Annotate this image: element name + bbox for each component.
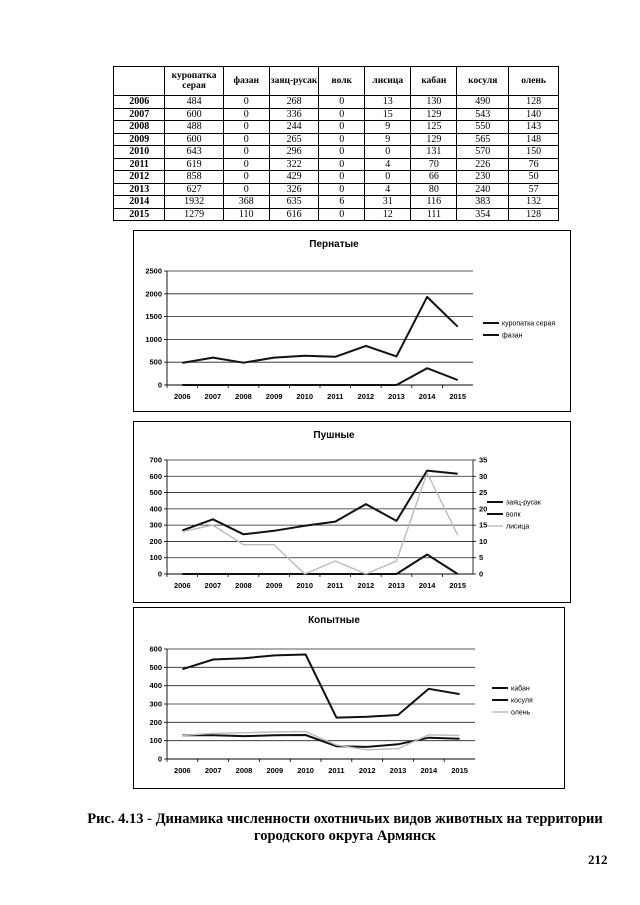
table-cell: 116: [411, 196, 457, 209]
table-year-cell: 2006: [114, 96, 165, 109]
x-tick-label: 2012: [357, 392, 375, 401]
legend-label: косуля: [511, 697, 533, 705]
y2-tick-label: 15: [479, 520, 488, 530]
table-cell: 0: [319, 183, 365, 196]
table-row: [114, 133, 559, 146]
x-tick-label: 2015: [451, 766, 468, 775]
table-cell: 265: [269, 133, 319, 146]
chart-ungulates: [133, 607, 565, 789]
table-row: [114, 96, 559, 109]
table-cell: 66: [411, 171, 457, 184]
x-tick-label: 2012: [358, 766, 376, 775]
table-cell: 50: [509, 171, 559, 184]
table-cell: 627: [165, 183, 223, 196]
table-cell: 0: [223, 171, 269, 184]
table-body: [114, 96, 559, 221]
table-cell: 31: [365, 196, 411, 209]
hunting-species-table: [113, 66, 559, 221]
table-cell: 570: [457, 146, 509, 159]
table-cell: 76: [509, 158, 559, 171]
table-cell: 0: [223, 96, 269, 109]
x-tick-label: 2014: [418, 392, 436, 401]
table-cell: 619: [165, 158, 223, 171]
x-tick-label: 2013: [389, 766, 407, 775]
y2-tick-label: 30: [479, 471, 488, 481]
table-header-cell: волк: [319, 67, 365, 96]
y2-tick-label: 5: [479, 553, 484, 563]
table-cell: 111: [411, 208, 457, 221]
y-tick-label: 1500: [145, 312, 162, 322]
table-cell: 0: [223, 183, 269, 196]
table-cell: 0: [223, 108, 269, 121]
table-cell: 140: [509, 108, 559, 121]
x-tick-label: 2009: [265, 392, 283, 401]
table-cell: 550: [457, 121, 509, 134]
table-cell: 368: [223, 196, 269, 209]
table-cell: 354: [457, 208, 509, 221]
table-row: [114, 146, 559, 159]
y2-tick-label: 20: [479, 504, 488, 514]
chart-title: Копытные: [308, 615, 360, 626]
x-tick-label: 2013: [388, 392, 405, 401]
x-tick-label: 2009: [265, 581, 283, 590]
table-header-cell: [114, 67, 165, 96]
table-cell: 268: [269, 96, 319, 109]
table-cell: 616: [269, 208, 319, 221]
table-cell: 322: [269, 158, 319, 171]
table-cell: 57: [509, 183, 559, 196]
table-cell: 490: [457, 96, 509, 109]
table-header-cell: лисица: [365, 67, 411, 96]
legend-label: заяц-русак: [506, 499, 541, 507]
table-row: [114, 171, 559, 184]
table-cell: 226: [457, 158, 509, 171]
table-cell: 0: [319, 158, 365, 171]
y2-tick-label: 35: [479, 455, 488, 465]
table-cell: 128: [509, 96, 559, 109]
chart-title: Пернатые: [309, 239, 359, 250]
table-cell: 143: [509, 121, 559, 134]
table-row: [114, 108, 559, 121]
caption-line-1: Рис. 4.13 - Динамика численности охотничьих видов животных на территории: [87, 811, 603, 827]
table-cell: 240: [457, 183, 509, 196]
table-cell: 1932: [165, 196, 223, 209]
table-cell: 0: [223, 158, 269, 171]
table-header-cell: заяц-русак: [269, 67, 319, 96]
table-cell: 383: [457, 196, 509, 209]
x-tick-label: 2011: [327, 581, 344, 590]
table-cell: 0: [223, 146, 269, 159]
y-tick-label: 500: [149, 662, 162, 672]
y2-tick-label: 10: [479, 536, 488, 546]
legend-label: лисица: [506, 523, 530, 531]
table-cell: 230: [457, 171, 509, 184]
table-row: [114, 196, 559, 209]
series-line: [182, 297, 457, 363]
table-cell: 0: [223, 133, 269, 146]
x-tick-label: 2012: [357, 581, 375, 590]
table-year-cell: 2015: [114, 208, 165, 221]
series-line: [182, 368, 457, 385]
table-cell: 15: [365, 108, 411, 121]
table-cell: 148: [509, 133, 559, 146]
legend-label: олень: [511, 709, 531, 717]
x-tick-label: 2008: [235, 392, 252, 401]
table-cell: 0: [319, 121, 365, 134]
table-row: [114, 208, 559, 221]
figure-caption: [60, 811, 630, 845]
x-tick-label: 2010: [296, 581, 314, 590]
x-tick-label: 2007: [204, 581, 222, 590]
x-tick-label: 2008: [235, 766, 253, 775]
table-cell: 110: [223, 208, 269, 221]
table-cell: 132: [509, 196, 559, 209]
table-cell: 125: [411, 121, 457, 134]
table-cell: 129: [411, 108, 457, 121]
legend-label: волк: [506, 511, 521, 519]
table-cell: 296: [269, 146, 319, 159]
table-cell: 543: [457, 108, 509, 121]
y-tick-label: 500: [149, 488, 162, 498]
table-cell: 565: [457, 133, 509, 146]
x-tick-label: 2006: [173, 581, 191, 590]
table-header-cell: косуля: [457, 67, 509, 96]
y-tick-label: 700: [149, 455, 162, 465]
table-row: [114, 183, 559, 196]
x-tick-label: 2006: [174, 766, 191, 775]
y-tick-label: 500: [149, 357, 162, 367]
x-tick-label: 2013: [388, 581, 405, 590]
caption-line-2: городского округа Армянск: [253, 828, 437, 844]
table-cell: 6: [319, 196, 365, 209]
x-tick-label: 2014: [420, 766, 438, 775]
table-year-cell: 2014: [114, 196, 165, 209]
table-cell: 0: [223, 121, 269, 134]
y-tick-label: 2500: [145, 266, 162, 276]
chart-title: Пушные: [313, 430, 355, 441]
table-year-cell: 2010: [114, 146, 165, 159]
table-cell: 429: [269, 171, 319, 184]
table-year-cell: 2013: [114, 183, 165, 196]
y-tick-label: 200: [149, 717, 162, 727]
y-tick-label: 0: [157, 569, 162, 579]
x-tick-label: 2011: [327, 392, 344, 401]
table-year-cell: 2009: [114, 133, 165, 146]
table-cell: 326: [269, 183, 319, 196]
chart-birds-svg: [134, 231, 570, 411]
table-cell: 600: [165, 133, 223, 146]
y-tick-label: 600: [149, 644, 162, 654]
y-tick-label: 0: [157, 754, 162, 764]
table-cell: 0: [319, 108, 365, 121]
legend-label: куропатка серая: [502, 320, 556, 328]
x-tick-label: 2007: [204, 392, 222, 401]
table-cell: 336: [269, 108, 319, 121]
table-cell: 1279: [165, 208, 223, 221]
table-cell: 0: [365, 171, 411, 184]
chart-ungulates-svg: [134, 608, 564, 788]
x-tick-label: 2009: [266, 766, 284, 775]
y-tick-label: 100: [149, 553, 162, 563]
y-tick-label: 100: [149, 736, 162, 746]
table-year-cell: 2008: [114, 121, 165, 134]
legend-label: фазан: [502, 332, 523, 340]
table-cell: 70: [411, 158, 457, 171]
legend-label: кабан: [511, 685, 530, 693]
table-cell: 80: [411, 183, 457, 196]
table-cell: 0: [319, 171, 365, 184]
table-cell: 129: [411, 133, 457, 146]
table-cell: 4: [365, 158, 411, 171]
table-cell: 130: [411, 96, 457, 109]
table-cell: 12: [365, 208, 411, 221]
y2-tick-label: 0: [479, 569, 484, 579]
table-header-row: [114, 67, 559, 96]
y-tick-label: 0: [157, 380, 162, 390]
table-cell: 0: [319, 146, 365, 159]
x-tick-label: 2015: [449, 392, 467, 401]
y2-tick-label: 25: [479, 488, 488, 498]
table-cell: 4: [365, 183, 411, 196]
table-header-cell: кабан: [411, 67, 457, 96]
table-header-cell: куропатка серая: [165, 67, 223, 96]
table-cell: 0: [319, 96, 365, 109]
x-tick-label: 2006: [173, 392, 191, 401]
table-cell: 9: [365, 121, 411, 134]
x-tick-label: 2015: [449, 581, 467, 590]
y-tick-label: 300: [149, 699, 162, 709]
table-cell: 244: [269, 121, 319, 134]
table-cell: 13: [365, 96, 411, 109]
y-tick-label: 1000: [145, 334, 162, 344]
table-cell: 0: [319, 208, 365, 221]
x-tick-label: 2014: [418, 581, 436, 590]
x-tick-label: 2010: [296, 392, 314, 401]
page-number: 212: [588, 852, 608, 867]
y-tick-label: 400: [149, 681, 162, 691]
x-tick-label: 2008: [235, 581, 252, 590]
table-header-cell: фазан: [223, 67, 269, 96]
table-cell: 0: [319, 133, 365, 146]
table-year-cell: 2012: [114, 171, 165, 184]
table-cell: 635: [269, 196, 319, 209]
x-tick-label: 2007: [204, 766, 222, 775]
table-cell: 128: [509, 208, 559, 221]
table-row: [114, 158, 559, 171]
chart-furbearers: [133, 421, 571, 603]
table-cell: 488: [165, 121, 223, 134]
y-tick-label: 600: [149, 471, 162, 481]
table-year-cell: 2011: [114, 158, 165, 171]
x-tick-label: 2010: [297, 766, 314, 775]
table-row: [114, 121, 559, 134]
y-tick-label: 2000: [145, 289, 162, 299]
y-tick-label: 400: [149, 504, 162, 514]
table-header-cell: олень: [509, 67, 559, 96]
table-year-cell: 2007: [114, 108, 165, 121]
table-cell: 131: [411, 146, 457, 159]
table-cell: 484: [165, 96, 223, 109]
x-tick-label: 2011: [328, 766, 345, 775]
y-tick-label: 300: [149, 520, 162, 530]
chart-furbearers-svg: [134, 422, 570, 602]
chart-birds: [133, 230, 571, 412]
y-tick-label: 200: [149, 536, 162, 546]
table-cell: 150: [509, 146, 559, 159]
table-cell: 858: [165, 171, 223, 184]
table-cell: 643: [165, 146, 223, 159]
table-cell: 9: [365, 133, 411, 146]
table-cell: 0: [365, 146, 411, 159]
table-cell: 600: [165, 108, 223, 121]
